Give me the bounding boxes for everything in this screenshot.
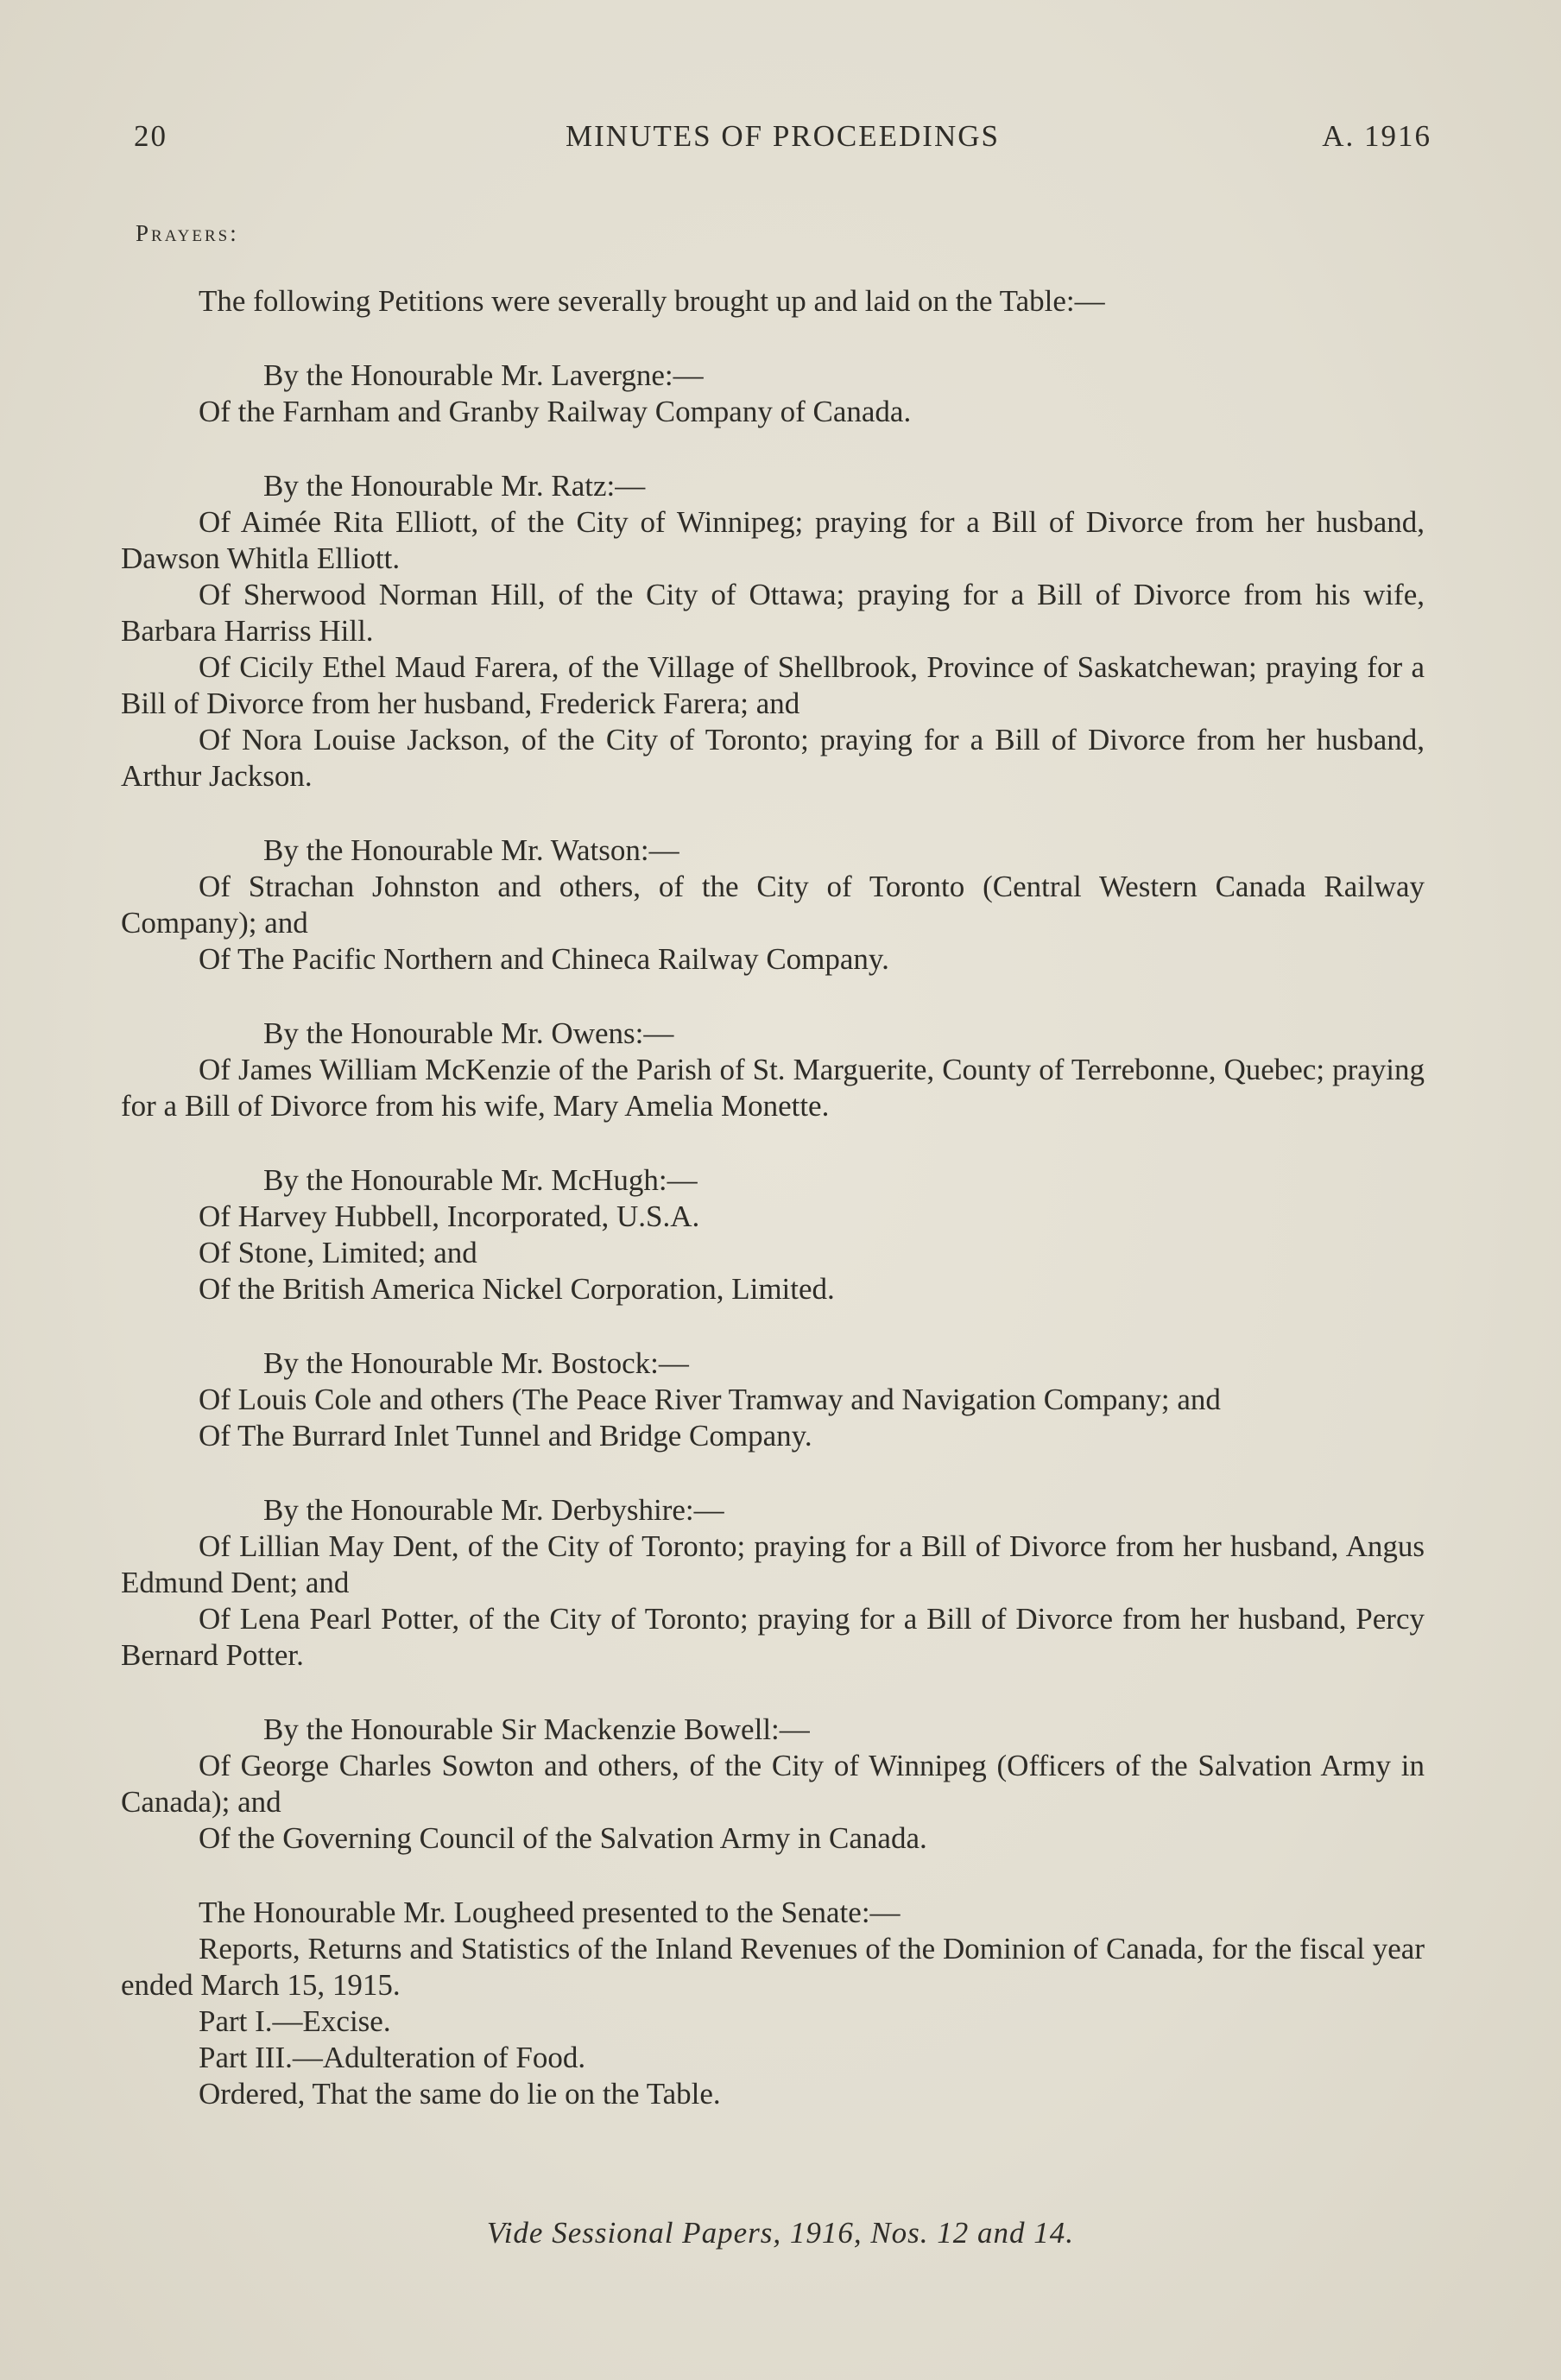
presenter-line: By the Honourable Mr. Derbyshire:— [263,1493,724,1527]
intro-paragraph: The following Petitions were severally brought up and laid on the Table:— [199,284,1105,318]
order-line: Ordered, That the same do lie on the Table. [199,2077,721,2111]
petition-item: Of Harvey Hubbell, Incorporated, U.S.A. [199,1199,700,1233]
report-title: Reports, Returns and Statistics of the Inland Revenues of the Dominion of Canada, for the fiscal year ended March 15, 1915. [121,1932,1425,2002]
petition-item: Of Cicily Ethel Maud Farera, of the Village of Shellbrook, Province of Saskatchewan; praying for a Bill of Divorce from her husband, Frederick Farera; and [121,650,1425,720]
section-heading: Prayers: [136,220,239,246]
petition-item: Of Lillian May Dent, of the City of Toronto; praying for a Bill of Divorce from her husband, Angus Edmund Dent; and [121,1529,1425,1599]
presenter-line: By the Honourable Mr. Ratz:— [263,469,646,503]
presentation-line: The Honourable Mr. Lougheed presented to the Senate:— [199,1896,901,1929]
petition-item: Of Aimée Rita Elliott, of the City of Winnipeg; praying for a Bill of Divorce from her husband, Dawson Whitla Elliott. [121,505,1425,575]
petition-item: Of The Burrard Inlet Tunnel and Bridge Company. [199,1419,812,1453]
presenter-line: By the Honourable Mr. Watson:— [263,833,679,867]
session-year: A. 1916 [1322,119,1431,153]
petition-item: Of Lena Pearl Potter, of the City of Toronto; praying for a Bill of Divorce from her husband, Percy Bernard Potter. [121,1602,1425,1672]
petition-item: Of Louis Cole and others (The Peace River Tramway and Navigation Company; and [199,1383,1221,1416]
presenter-line: By the Honourable Mr. Lavergne:— [263,358,704,392]
petition-item: Of Sherwood Norman Hill, of the City of Ottawa; praying for a Bill of Divorce from his wife, Barbara Harriss Hill. [121,578,1425,648]
presenter-line: By the Honourable Mr. Bostock:— [263,1346,689,1380]
petition-item: Of the British America Nickel Corporation, Limited. [199,1272,835,1306]
presenter-line: By the Honourable Mr. McHugh:— [263,1163,698,1197]
petition-item: Of Strachan Johnston and others, of the City of Toronto (Central Western Canada Railway Company); and [121,870,1425,940]
petition-item: Of Nora Louise Jackson, of the City of Toronto; praying for a Bill of Divorce from her husband, Arthur Jackson. [121,723,1425,793]
report-part: Part I.—Excise. [199,2004,391,2038]
page-number: 20 [134,119,167,153]
petition-item: Of Stone, Limited; and [199,1236,477,1269]
report-part: Part III.—Adulteration of Food. [199,2041,586,2074]
petition-item: Of George Charles Sowton and others, of the City of Winnipeg (Officers of the Salvation Army in Canada); and [121,1749,1425,1819]
document-body [121,283,1425,2112]
petition-item: Of James William McKenzie of the Parish of St. Marguerite, County of Terrebonne, Quebec; praying for a Bill of Divorce from his wife, Mary Amelia Monette. [121,1053,1425,1123]
presenter-line: By the Honourable Sir Mackenzie Bowell:— [263,1712,810,1746]
petition-item: Of The Pacific Northern and Chineca Railway Company. [199,942,889,976]
sessional-papers-reference: Vide Sessional Papers, 1916, Nos. 12 and 14. [486,2216,1075,2250]
petition-item: Of the Farnham and Granby Railway Company of Canada. [199,395,912,428]
petition-item: Of the Governing Council of the Salvation Army in Canada. [199,1821,927,1855]
page-header [134,119,1431,162]
running-title: MINUTES OF PROCEEDINGS [566,119,1000,153]
presenter-line: By the Honourable Mr. Owens:— [263,1016,674,1050]
